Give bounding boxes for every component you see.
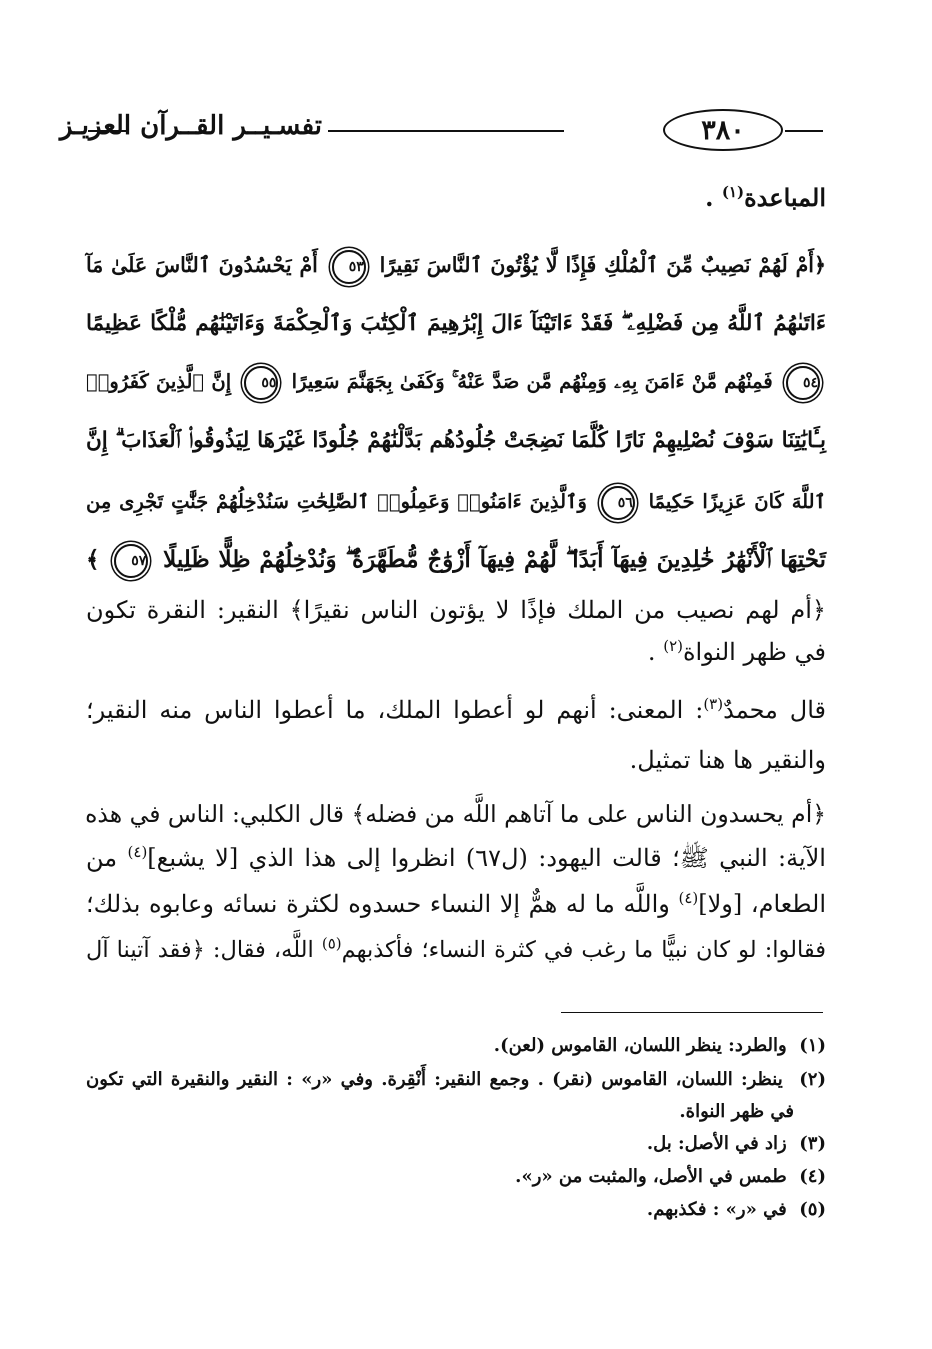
text-segment: .: [705, 183, 714, 212]
text-segment: من: [86, 844, 118, 872]
footnote-text: في «ر» : فكذبهم.: [646, 1199, 787, 1220]
text-segment: : المعنى: أنهم لو أعطوا الملك، ما أعطوا الناس منه النقير؛: [86, 696, 704, 724]
footnote-1: [86, 1030, 826, 1062]
quran-verse-line-5: [86, 480, 826, 524]
text-segment: المباعدة: [744, 183, 826, 212]
text-segment: فقالوا: لو كان نبيًّا ما رغب في كثرة النساء؛ فأكذبهم: [341, 937, 826, 963]
text-segment: الآية: النبي ﷺ؛ قالت اليهود: (ل٦٧) انظروا إلى هذا الذي [لا يشبع]: [147, 844, 826, 872]
footnote-4: [86, 1161, 826, 1193]
quran-verse-line-4: [86, 419, 826, 463]
footnote-ref: (٣): [703, 695, 724, 713]
ayah-marker-53: ٥٣: [332, 250, 366, 284]
footnote-ref: (١): [721, 183, 745, 201]
paragraph-3-line-3: [86, 884, 826, 924]
ayah-marker-54: ٥٤: [786, 366, 820, 400]
footnote-number: (٢): [799, 1069, 826, 1090]
verse-text: أَمْ يَحْسُدُونَ ٱلنَّاسَ عَلَىٰ مَآ: [86, 253, 318, 277]
footnote-number: (٣): [799, 1133, 826, 1154]
footnote-3: [86, 1128, 826, 1160]
footnote-number: (٥): [799, 1199, 826, 1220]
verse-text: إِنَّ ٱلَّذِينَ كَفَرُوا۟: [86, 370, 232, 393]
quran-verse-line-2: [86, 302, 826, 346]
paragraph-2-line-2: [86, 740, 826, 780]
quran-verse-line-1: [86, 243, 826, 287]
footnote-text: ينظر: اللسان، القاموس (نقر) . وجمع النقير: أَنْقِرة. وفي «ر» : النقير والنقيرة التي تكون: [86, 1069, 783, 1090]
paragraph-3-line-2: [86, 838, 826, 878]
paragraph-2-line-1: [86, 690, 826, 730]
verse-text: تَحْتِهَا ٱلْأَنْهَٰرُ خَٰلِدِينَ فِيهَآ أَبَدًا ۖ لَّهُمْ فِيهَآ أَزْوَٰجٌ مُّطَهَّرَةٌ ۖ وَنُدْخِلُهُمْ ظِلًّا ظَلِيلًا: [163, 546, 826, 573]
footnote-2-continuation: [86, 1096, 794, 1128]
paragraph-1-line-1: [86, 590, 826, 630]
text-segment: قال محمدٌ: [723, 696, 827, 724]
footnote-separator: [561, 1012, 823, 1013]
footnote-2: [86, 1064, 826, 1096]
paragraph-3-line-4: [86, 930, 826, 970]
running-title: تفسـيــر القــرآن العزيـز: [59, 111, 322, 141]
quran-verse-line-3: [86, 360, 826, 404]
footnote-number: (٤): [799, 1166, 826, 1187]
verse-text: ﴾: [86, 546, 100, 573]
footnote-text: والطرد: ينظر اللسان، القاموس (لعن).: [493, 1035, 787, 1056]
text-segment: .: [647, 638, 656, 666]
text-segment: ﴿أم يحسدون الناس على ما آتاهم اللَّه من فضله﴾ قال الكلبي: الناس في هذه: [85, 800, 826, 828]
page-number: ٣٨٠: [663, 109, 783, 151]
verse-text: ءَاتَىٰهُمُ ٱللَّهُ مِن فَضْلِهِۦ ۖ فَقَدْ ءَاتَيْنَآ ءَالَ إِبْرَٰهِيمَ ٱلْكِتَٰبَ وَٱلْحِكْمَةَ وَءَاتَيْنَٰهُم مُّلْكًا عَظِيمًا: [86, 311, 826, 336]
paragraph-3-line-1: [86, 794, 826, 834]
verse-text: ﴿أَمْ لَهُمْ نَصِيبٌ مِّنَ ٱلْمُلْكِ فَإِذًا لَّا يُؤْتُونَ ٱلنَّاسَ نَقِيرًا: [379, 253, 826, 277]
footnote-ref: (٥): [321, 934, 342, 953]
page-header: [59, 105, 823, 157]
header-rule-right: [785, 130, 823, 132]
text-segment: الطعام، [ولا]: [698, 890, 827, 918]
ayah-marker-55: ٥٥: [244, 366, 278, 400]
header-rule-middle: [328, 130, 564, 132]
ayah-marker-56: ٥٦: [601, 486, 635, 520]
header-rule-left: [88, 130, 126, 132]
text-segment: في ظهر النواة: [682, 638, 826, 666]
verse-text: وَٱلَّذِينَ ءَامَنُوا۟ وَعَمِلُوا۟ ٱلصَّٰلِحَٰتِ سَنُدْخِلُهُمْ جَنَّٰتٍ تَجْرِى مِن: [86, 490, 587, 513]
ayah-marker-57: ٥٧: [114, 544, 148, 578]
text-segment: اللَّه، فقال: ﴿فقد آتينا آل: [86, 937, 314, 963]
footnote-number: (١): [799, 1035, 826, 1056]
quran-verse-line-6: [86, 538, 826, 582]
footnote-text: طمس في الأصل، والمثبت من «ر».: [515, 1166, 787, 1187]
footnote-ref: (٤): [127, 843, 148, 861]
body-line-1: [86, 178, 826, 218]
footnote-ref: (٢): [663, 637, 683, 655]
verse-text: ٱللَّهَ كَانَ عَزِيزًا حَكِيمًا: [648, 490, 826, 513]
footnote-5: [86, 1194, 826, 1226]
paragraph-1-line-2: [86, 632, 826, 672]
footnote-ref: (٤): [678, 889, 699, 907]
verse-text: بِـَٔايَٰتِنَا سَوْفَ نُصْلِيهِمْ نَارًا كُلَّمَا نَضِجَتْ جُلُودُهُم بَدَّلْنَٰهُمْ جُلُودًا غَيْرَهَا لِيَذُوقُوا۟ ٱلْعَذَابَ ۗ إِنَّ: [86, 428, 826, 453]
text-segment: ﴿أم لهم نصيب من الملك فإذًا لا يؤتون الناس نقيرًا﴾ النقير: النقرة تكون: [86, 596, 826, 624]
footnote-text: زاد في الأصل: بل.: [646, 1133, 787, 1154]
footnote-text: في ظهر النواة.: [679, 1101, 794, 1122]
text-segment: واللَّه ما له همٌّ إلا النساء حسدوه لكثرة نسائه وعابوه بذلك؛: [86, 890, 670, 918]
verse-text: فَمِنْهُم مَّنْ ءَامَنَ بِهِۦ وَمِنْهُم مَّن صَدَّ عَنْهُ ۚ وَكَفَىٰ بِجَهَنَّمَ سَعِيرًا: [291, 370, 773, 393]
text-segment: والنقير ها هنا تمثيل.: [629, 746, 826, 774]
